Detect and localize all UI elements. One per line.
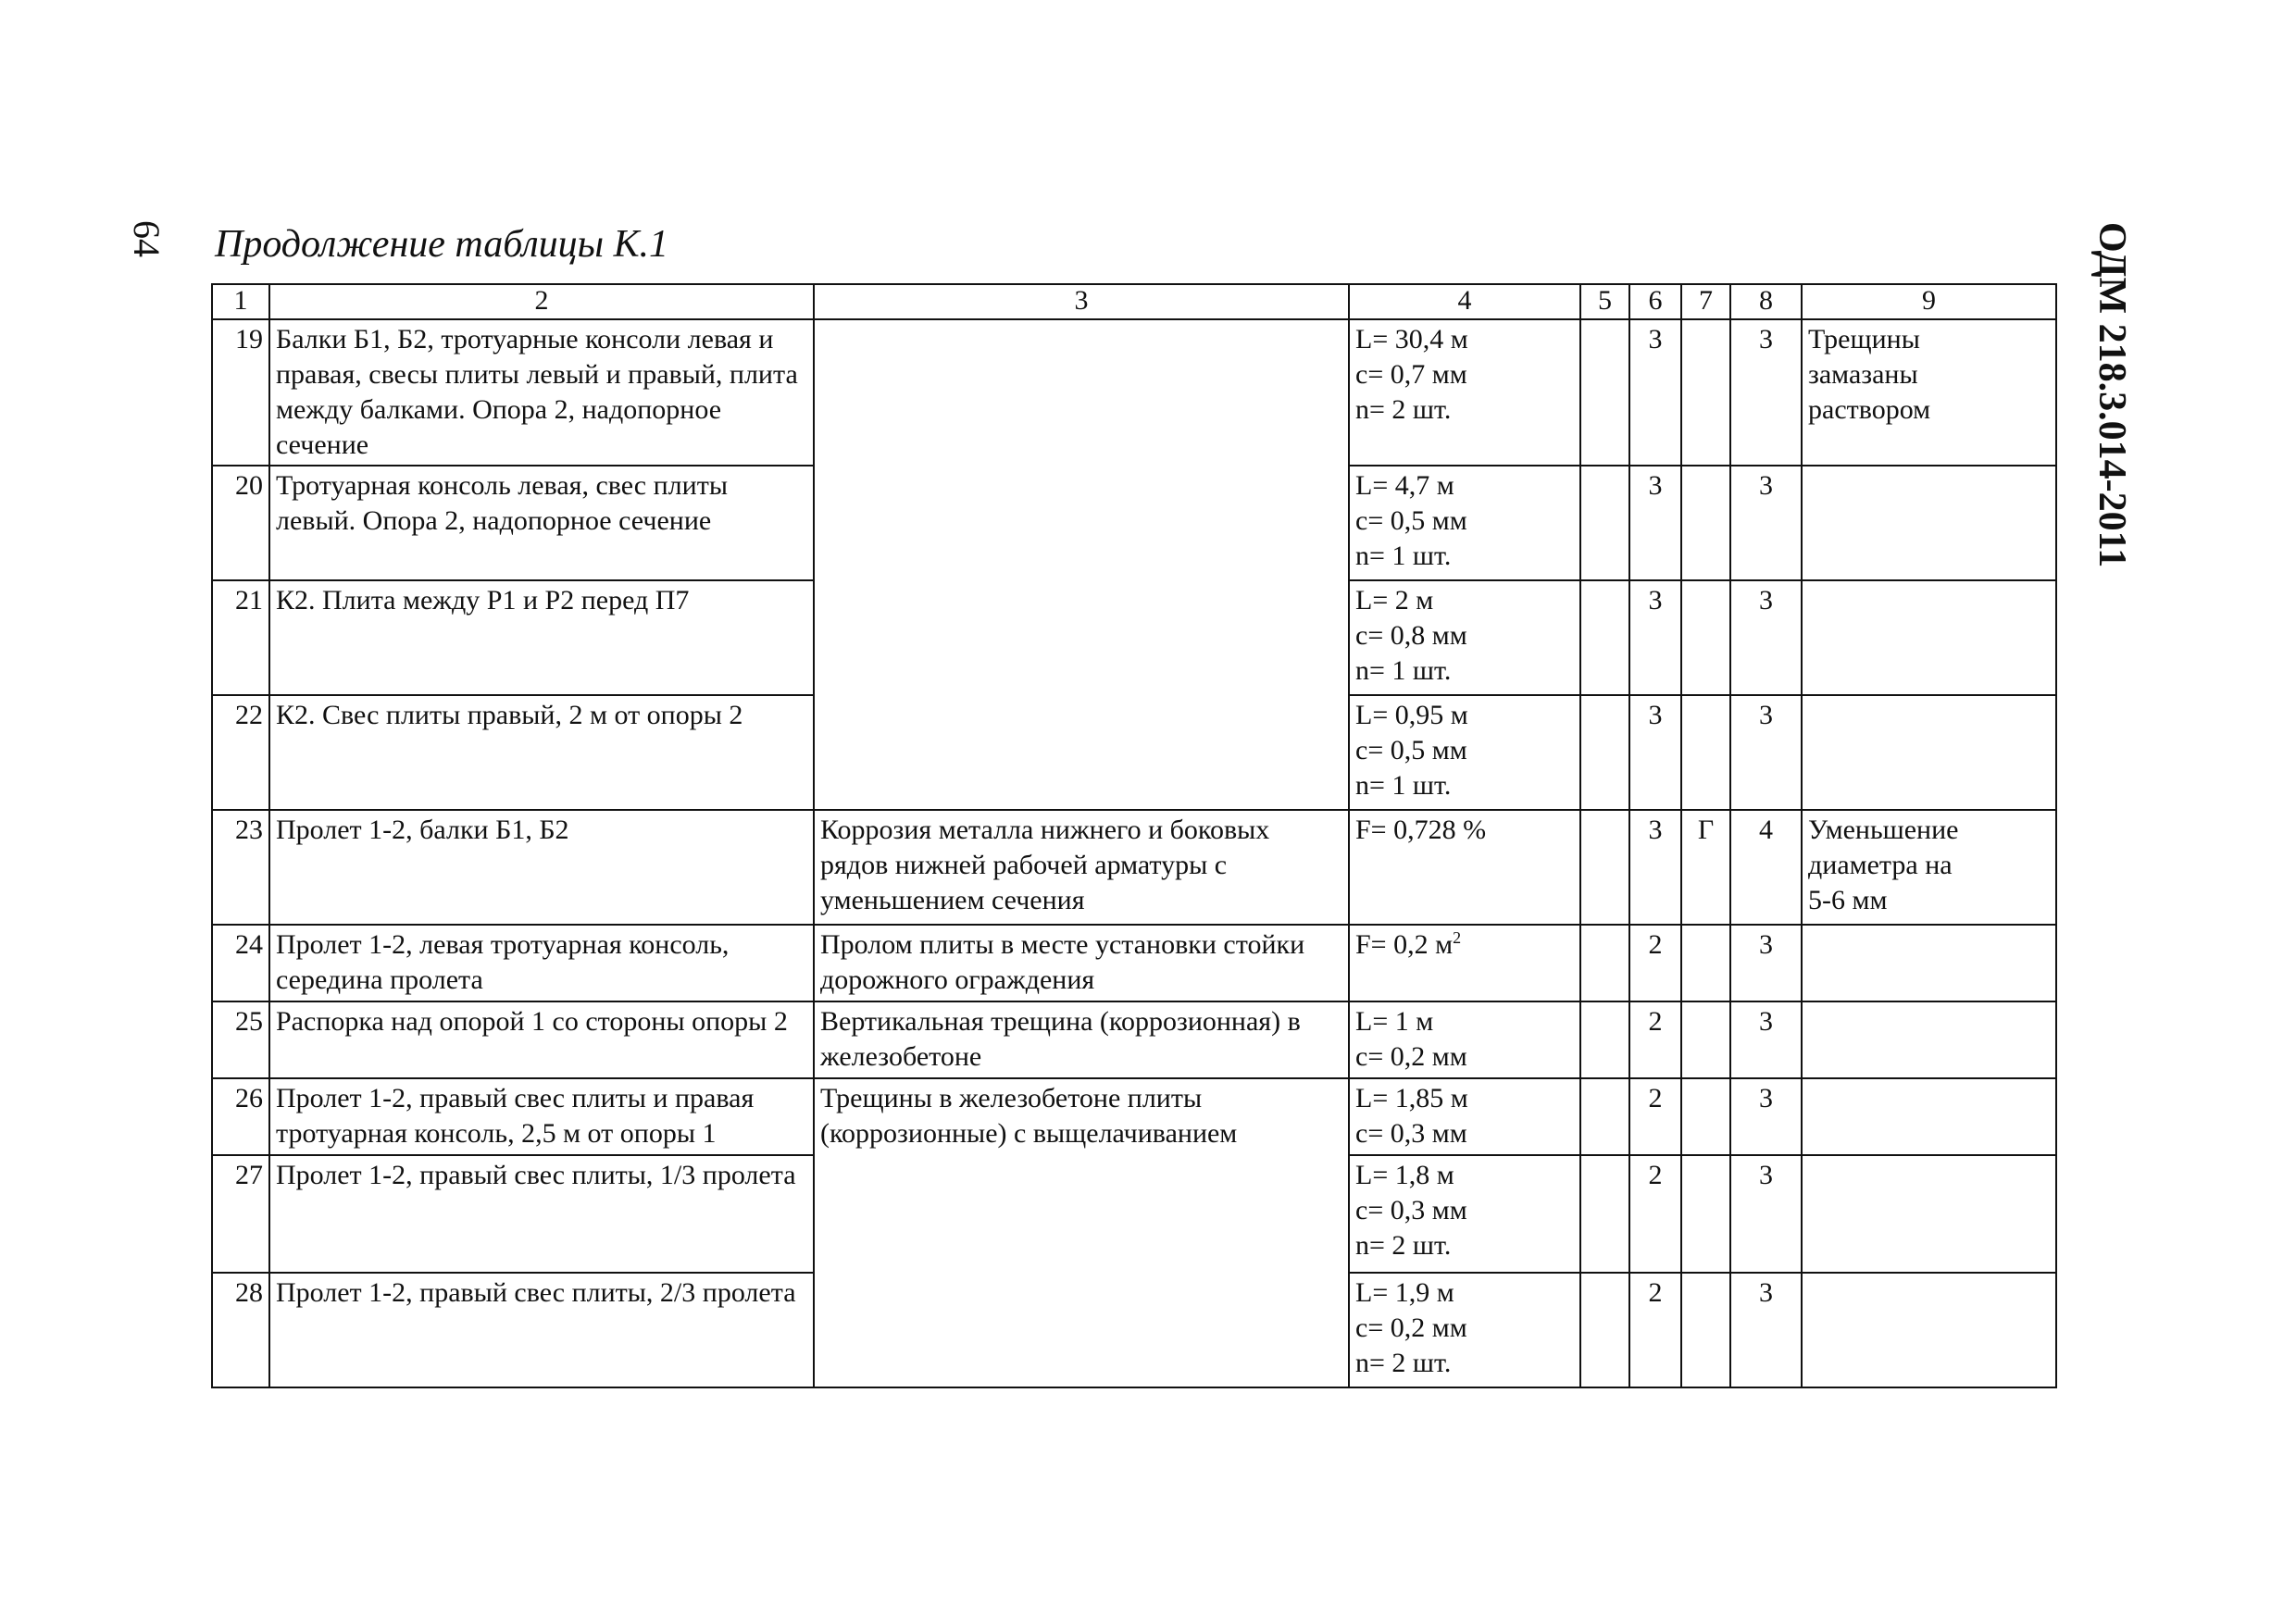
parameter-superscript: 2 — [1453, 928, 1462, 947]
parameter-value: F= 0,2 м — [1355, 929, 1454, 960]
col7-cell: Г — [1681, 810, 1730, 925]
col5-cell — [1580, 1078, 1629, 1155]
col7-cell — [1681, 319, 1730, 466]
header-cell: 5 — [1580, 284, 1629, 319]
col8-cell: 4 — [1730, 810, 1802, 925]
col6-cell: 3 — [1629, 810, 1681, 925]
header-cell: 1 — [212, 284, 269, 319]
col5-cell — [1580, 810, 1629, 925]
row-number: 28 — [212, 1273, 269, 1387]
row-number: 22 — [212, 695, 269, 810]
location-cell: Пролет 1-2, правый свес плиты, 2/3 пролета — [269, 1273, 814, 1387]
table-caption: Продолжение таблицы К.1 — [215, 223, 668, 266]
row-number: 21 — [212, 580, 269, 695]
defects-table — [211, 283, 2057, 1388]
defect-cell-merged: Трещины в железобетоне плиты (коррозионные) с выщелачиванием — [814, 1078, 1349, 1387]
col7-cell — [1681, 695, 1730, 810]
col6-cell: 2 — [1629, 925, 1681, 1001]
note-cell — [1802, 580, 2056, 695]
header-cell: 6 — [1629, 284, 1681, 319]
col5-cell — [1580, 1273, 1629, 1387]
location-cell: Распорка над опорой 1 со стороны опоры 2 — [269, 1001, 814, 1078]
table-row — [212, 925, 2056, 1001]
note-cell — [1802, 1273, 2056, 1387]
col5-cell — [1580, 1001, 1629, 1078]
header-cell: 4 — [1349, 284, 1580, 319]
header-cell: 7 — [1681, 284, 1730, 319]
header-cell: 8 — [1730, 284, 1802, 319]
col7-cell — [1681, 1001, 1730, 1078]
document-code: ОДМ 218.3.014-2011 — [2090, 222, 2133, 568]
col6-cell: 2 — [1629, 1155, 1681, 1273]
col8-cell: 3 — [1730, 695, 1802, 810]
parameter-cell: L= 4,7 м c= 0,5 мм n= 1 шт. — [1349, 466, 1580, 580]
note-cell: Трещины замазаны раствором — [1802, 319, 2056, 466]
location-cell: Пролет 1-2, балки Б1, Б2 — [269, 810, 814, 925]
col6-cell: 3 — [1629, 319, 1681, 466]
col7-cell — [1681, 1078, 1730, 1155]
note-cell — [1802, 695, 2056, 810]
row-number: 26 — [212, 1078, 269, 1155]
row-number: 27 — [212, 1155, 269, 1273]
col8-cell: 3 — [1730, 1001, 1802, 1078]
location-cell: Пролет 1-2, правый свес плиты, 1/3 пролета — [269, 1155, 814, 1273]
row-number: 23 — [212, 810, 269, 925]
defect-cell: Вертикальная трещина (коррозионная) в железобетоне — [814, 1001, 1349, 1078]
parameter-cell — [1349, 925, 1580, 1001]
row-number: 25 — [212, 1001, 269, 1078]
col8-cell: 3 — [1730, 1078, 1802, 1155]
note-cell — [1802, 466, 2056, 580]
col5-cell — [1580, 319, 1629, 466]
location-cell: К2. Плита между Р1 и Р2 перед П7 — [269, 580, 814, 695]
col8-cell: 3 — [1730, 319, 1802, 466]
col6-cell: 2 — [1629, 1078, 1681, 1155]
parameter-cell: L= 1,85 м c= 0,3 мм — [1349, 1078, 1580, 1155]
note-cell: Уменьшение диаметра на 5-6 мм — [1802, 810, 2056, 925]
location-cell: Тротуарная консоль левая, свес плиты левый. Опора 2, надопорное сечение — [269, 466, 814, 580]
page-number: 64 — [126, 220, 168, 257]
note-cell — [1802, 925, 2056, 1001]
table-header-row — [212, 284, 2056, 319]
parameter-cell: F= 0,728 % — [1349, 810, 1580, 925]
col6-cell: 3 — [1629, 466, 1681, 580]
parameter-cell: L= 1,9 м c= 0,2 мм n= 2 шт. — [1349, 1273, 1580, 1387]
header-cell: 3 — [814, 284, 1349, 319]
row-number: 19 — [212, 319, 269, 466]
col8-cell: 3 — [1730, 925, 1802, 1001]
col5-cell — [1580, 925, 1629, 1001]
col8-cell: 3 — [1730, 580, 1802, 695]
header-cell: 2 — [269, 284, 814, 319]
col8-cell: 3 — [1730, 466, 1802, 580]
location-cell: Пролет 1-2, левая тротуарная консоль, середина пролета — [269, 925, 814, 1001]
col7-cell — [1681, 466, 1730, 580]
col6-cell: 2 — [1629, 1273, 1681, 1387]
defect-cell-empty — [814, 319, 1349, 810]
header-cell: 9 — [1802, 284, 2056, 319]
parameter-cell: L= 0,95 м c= 0,5 мм n= 1 шт. — [1349, 695, 1580, 810]
col5-cell — [1580, 580, 1629, 695]
col7-cell — [1681, 1273, 1730, 1387]
col6-cell: 3 — [1629, 580, 1681, 695]
location-cell: К2. Свес плиты правый, 2 м от опоры 2 — [269, 695, 814, 810]
col5-cell — [1580, 1155, 1629, 1273]
row-number: 24 — [212, 925, 269, 1001]
col7-cell — [1681, 580, 1730, 695]
parameter-cell: L= 1,8 м c= 0,3 мм n= 2 шт. — [1349, 1155, 1580, 1273]
note-cell — [1802, 1078, 2056, 1155]
defect-cell: Пролом плиты в месте установки стойки дорожного ограждения — [814, 925, 1349, 1001]
parameter-cell: L= 2 м c= 0,8 мм n= 1 шт. — [1349, 580, 1580, 695]
col7-cell — [1681, 1155, 1730, 1273]
table-row — [212, 1001, 2056, 1078]
col8-cell: 3 — [1730, 1273, 1802, 1387]
defect-cell: Коррозия металла нижнего и боковых рядов нижней рабочей арматуры с уменьшением сечения — [814, 810, 1349, 925]
parameter-cell: L= 30,4 м c= 0,7 мм n= 2 шт. — [1349, 319, 1580, 466]
col6-cell: 3 — [1629, 695, 1681, 810]
table-row — [212, 319, 2056, 466]
table-row — [212, 810, 2056, 925]
col6-cell: 2 — [1629, 1001, 1681, 1078]
col7-cell — [1681, 925, 1730, 1001]
col5-cell — [1580, 466, 1629, 580]
table-row — [212, 1078, 2056, 1155]
location-cell: Пролет 1-2, правый свес плиты и правая тротуарная консоль, 2,5 м от опоры 1 — [269, 1078, 814, 1155]
note-cell — [1802, 1001, 2056, 1078]
row-number: 20 — [212, 466, 269, 580]
col8-cell: 3 — [1730, 1155, 1802, 1273]
location-cell: Балки Б1, Б2, тротуарные консоли левая и правая, свесы плиты левый и правый, плита между балками. Опора 2, надопорное сечение — [269, 319, 814, 466]
parameter-cell: L= 1 м c= 0,2 мм — [1349, 1001, 1580, 1078]
note-cell — [1802, 1155, 2056, 1273]
col5-cell — [1580, 695, 1629, 810]
